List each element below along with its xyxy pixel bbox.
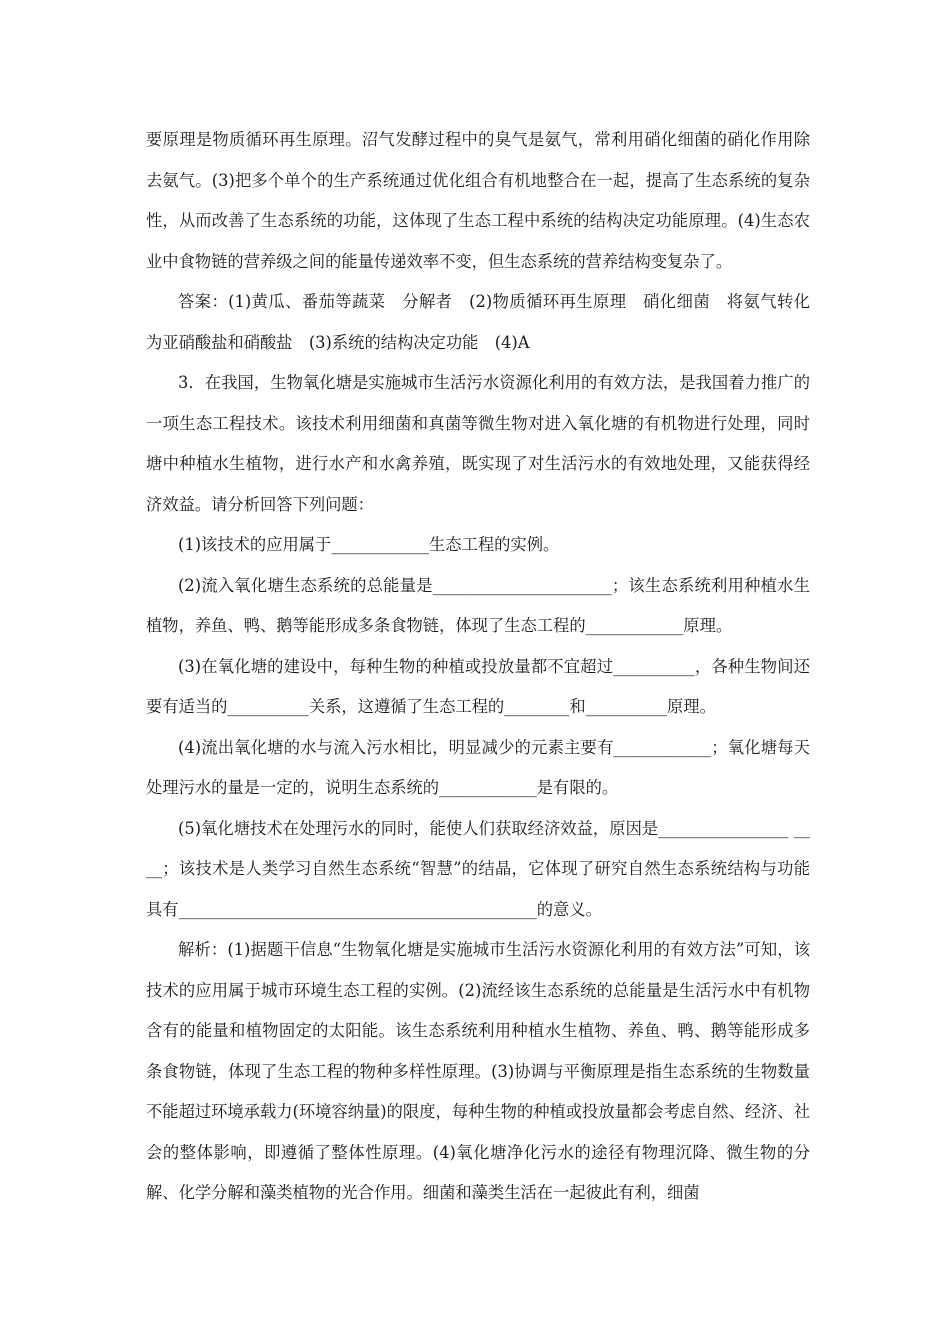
paragraph-question-3-stem: 3．在我国，生物氧化塘是实施城市生活污水资源化利用的有效方法，是我国着力推广的一项生态工程技术。该技术利用细菌和真菌等微生物对进入氧化塘的有机物进行处理，同时塘中种植水生植物，进行水产和水禽养殖，既实现了对生活污水的有效地处理，又能获得经济效益。请分析回答下列问题： (146, 373, 810, 514)
paragraph-solution-continued: 要原理是物质循环再生原理。沼气发酵过程中的臭气是氨气，常利用硝化细菌的硝化作用除去氨气。(3)把多个单个的生产系统通过优化组合有机地整合在一起，提高了生态系统的复杂性，从而改善了生态系统的功能，这体现了生态工程中系统的结构决定功能原理。(4)生态农业中食物链的营养级之间的能量传递效率不变，但生态系统的营养结构变复杂了。 (146, 130, 810, 271)
paragraph-question-3-part-1: (1)该技术的应用属于____________生态工程的实例。 (178, 535, 560, 554)
paragraph-solution-3: 解析：(1)据题干信息“生物氧化塘是实施城市生活污水资源化利用的有效方法”可知，该技术的应用属于城市环境生态工程的实例。(2)流经该生态系统的总能量是生活污水中有机物含有的能量和植物固定的太阳能。该生态系统利用种植水生植物、养鱼、鸭、鹅等能形成多条食物链，体现了生态工程的物种多样性原理。(3)协调与平衡原理是指生态系统的生物数量不能超过环境承载力(环境容纳量)的限度，每种生物的种植或投放量都会考虑自然、经济、社会的整体影响，即遵循了整体性原理。(4)氧化塘净化污水的途径有物理沉降、微生物的分解、化学分解和藻类植物的光合作用。细菌和藻类生活在一起彼此有利，细菌 (146, 940, 810, 1202)
paragraph-question-3-part-4: (4)流出氧化塘的水与流入污水相比，明显减少的元素主要有____________；氧化塘每天处理污水的量是一定的，说明生态系统的____________是有限的。 (146, 737, 810, 797)
paragraph-question-3-part-5: (5)氧化塘技术在处理污水的同时，能使人们获取经济效益，原因是________________ ____；该技术是人类学习自然生态系统“智慧”的结晶，它体现了研究自然生态系统结构与功能具有____________________________________________的意义。 (146, 818, 810, 919)
paragraph-answer-2: 答案：(1)黄瓜、番茄等蔬菜 分解者 (2)物质循环再生原理 硝化细菌 将氨气转化为亚硝酸盐和硝酸盐 (3)系统的结构决定功能 (4)A (146, 292, 810, 352)
paragraph-question-3-part-3: (3)在氧化塘的建设中，每种生物的种植或投放量都不宜超过__________，各种生物间还要有适当的__________关系，这遵循了生态工程的________和__________原理。 (146, 656, 810, 716)
document-page (146, 120, 810, 1214)
paragraph-question-3-part-2: (2)流入氧化塘生态系统的总能量是______________________；该生态系统利用种植水生植物，养鱼、鸭、鹅等能形成多条食物链，体现了生态工程的____________原理。 (146, 575, 810, 635)
